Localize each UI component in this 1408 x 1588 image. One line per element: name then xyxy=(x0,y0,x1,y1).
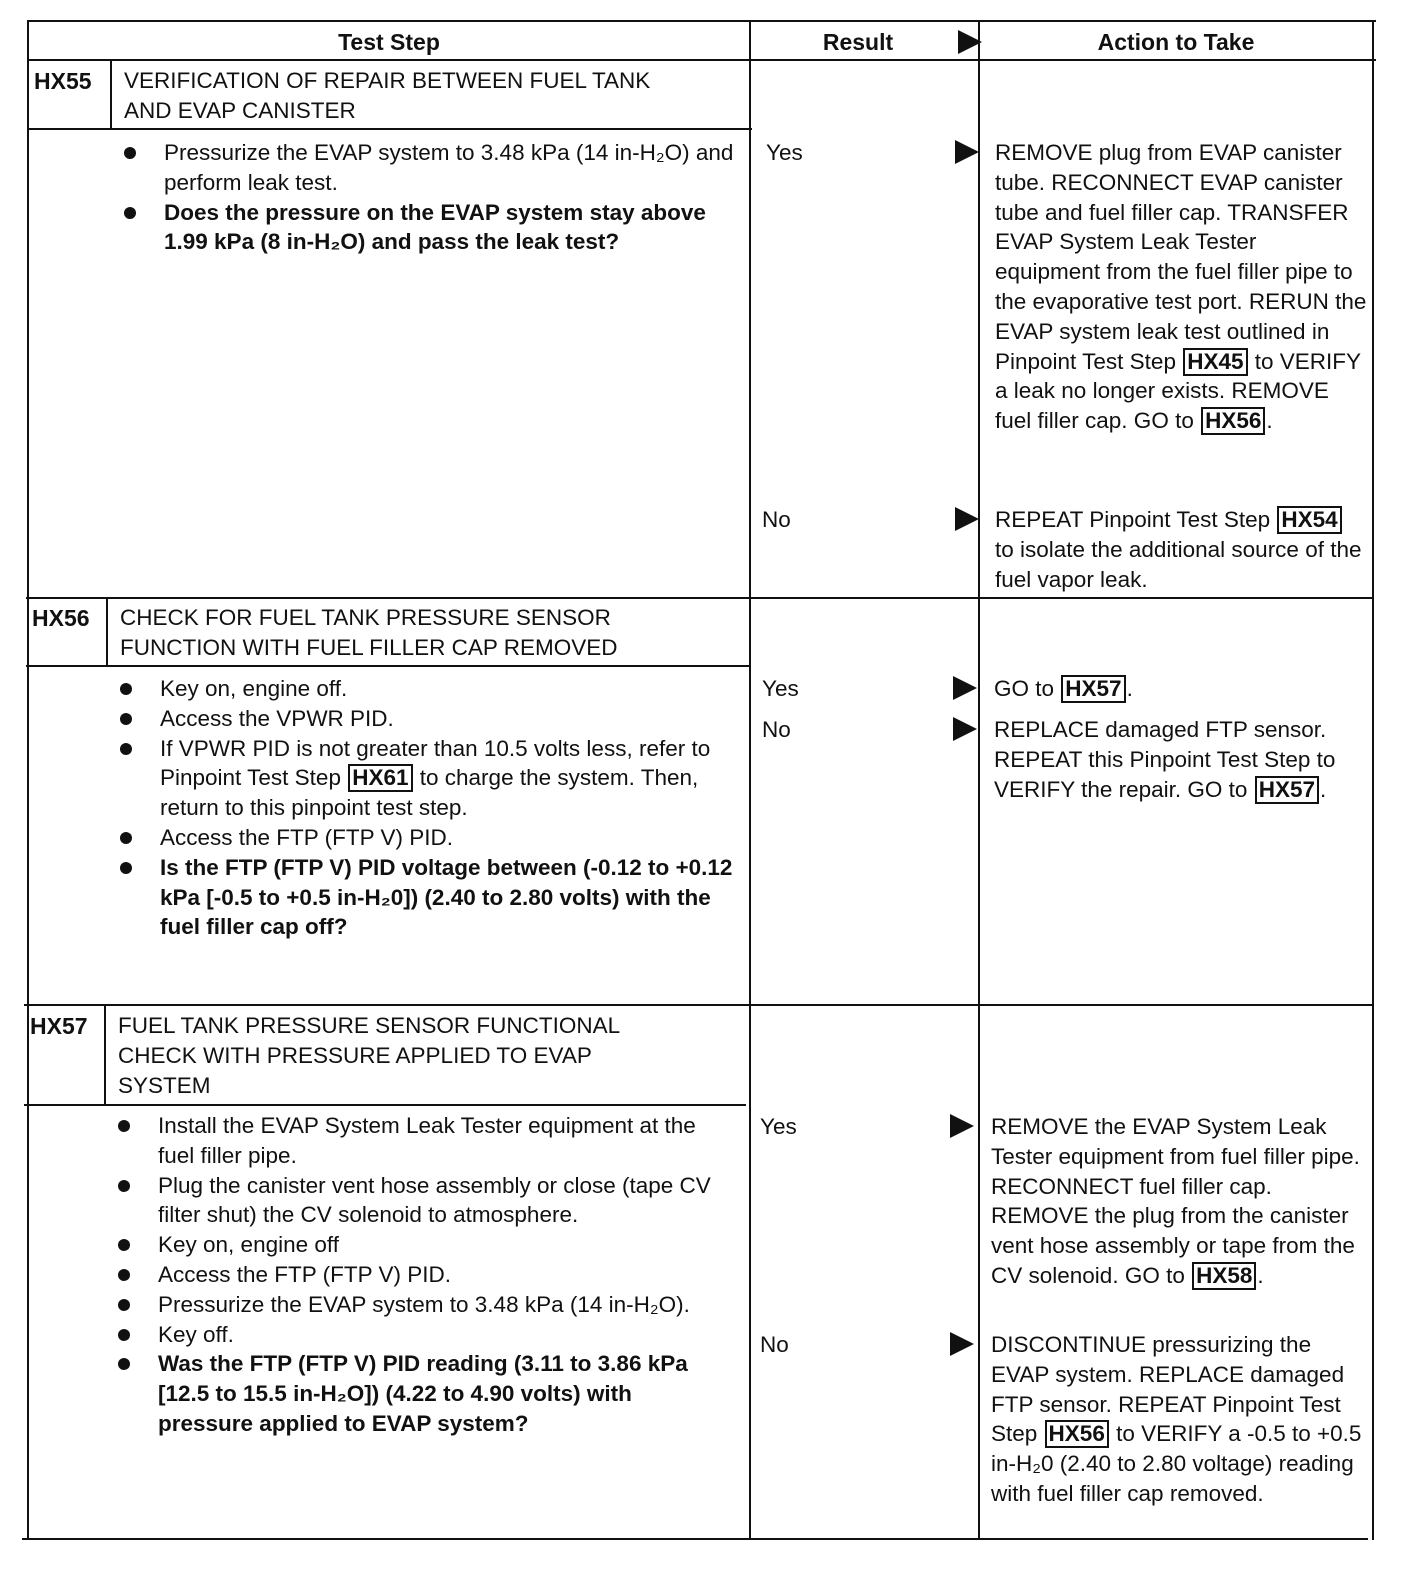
step-title-hx55: VERIFICATION OF REPAIR BETWEEN FUEL TANK AND EVAP CANISTER xyxy=(124,68,651,123)
table-bottom-border xyxy=(22,1538,1368,1540)
step-ref-hx57[interactable]: HX57 xyxy=(1061,675,1125,703)
result-yes-hx55: Yes xyxy=(766,140,803,165)
list-item: Access the VPWR PID. xyxy=(160,704,734,734)
table-top-border xyxy=(28,20,1376,22)
action-no-hx56: REPLACE damaged FTP sensor. REPEAT this Pinpoint Test Step to VERIFY the repair. GO to HX57 . xyxy=(994,717,1336,802)
list-item: Pressurize the EVAP system to 3.48 kPa (14 in-H₂O). xyxy=(158,1290,732,1320)
list-item: Access the FTP (FTP V) PID. xyxy=(160,823,734,853)
result-no-hx55: No xyxy=(762,507,791,532)
result-yes-hx56: Yes xyxy=(762,676,799,701)
list-item: Access the FTP (FTP V) PID. xyxy=(158,1260,732,1290)
step-ref-hx56[interactable]: HX56 xyxy=(1045,1420,1109,1448)
list-item: Plug the canister vent hose assembly or close (tape CV filter shut) the CV solenoid to atmosphere. xyxy=(158,1171,732,1231)
arrow-icon xyxy=(955,140,979,164)
action-no-hx57: DISCONTINUE pressurizing the EVAP system. REPLACE damaged FTP sensor. REPEAT Pinpoint Test Step HX56 to VERIFY a -0.5 to +0.5 in-H₂0 (2.40 to 2.80 voltage) reading with fuel filler cap removed. xyxy=(991,1332,1362,1506)
header-test-step: Test Step xyxy=(338,29,440,55)
header-action: Action to Take xyxy=(1097,29,1255,55)
list-item: Install the EVAP System Leak Tester equipment at the fuel filler pipe. xyxy=(158,1111,732,1171)
hx55-title-divider xyxy=(28,128,752,130)
result-no-hx56: No xyxy=(762,717,791,742)
step-bullets-hx56 xyxy=(160,674,734,942)
list-item: If VPWR PID is not greater than 10.5 volts less, refer to Pinpoint Test Step HX61 to charge the system. Then, return to this pinpoint test step. xyxy=(160,734,734,823)
action-no-hx55: REPEAT Pinpoint Test Step HX54 to isolate the additional source of the fuel vapor leak. xyxy=(995,507,1362,592)
table-left-border xyxy=(27,20,29,1540)
action-yes-hx56: GO to HX57 . xyxy=(994,676,1133,701)
hx57-id-divider xyxy=(104,1004,106,1105)
hx55-id-divider xyxy=(110,59,112,129)
step-ref-hx61[interactable]: HX61 xyxy=(348,764,412,792)
step-ref-hx56[interactable]: HX56 xyxy=(1201,407,1265,435)
table-right-border xyxy=(1372,20,1374,1540)
list-item: Key on, engine off xyxy=(158,1230,732,1260)
arrow-icon xyxy=(955,507,979,531)
action-column-divider xyxy=(978,20,980,1540)
list-item: Does the pressure on the EVAP system stay above 1.99 kPa (8 in-H₂O) and pass the leak test? xyxy=(164,198,734,258)
step-bullets-hx55 xyxy=(164,138,734,257)
result-no-hx57: No xyxy=(760,1332,789,1357)
result-column-divider xyxy=(749,20,751,1540)
result-yes-hx57: Yes xyxy=(760,1114,797,1139)
step-ref-hx58[interactable]: HX58 xyxy=(1192,1262,1256,1290)
list-item: Key off. xyxy=(158,1320,732,1350)
step-title-hx57: FUEL TANK PRESSURE SENSOR FUNCTIONAL CHECK WITH PRESSURE APPLIED TO EVAP SYSTEM xyxy=(118,1013,621,1098)
list-item: Was the FTP (FTP V) PID reading (3.11 to 3.86 kPa [12.5 to 15.5 in-H₂O]) (4.22 to 4.90 volts) with pressure applied to EVAP system? xyxy=(158,1349,732,1438)
step-title-hx56: CHECK FOR FUEL TANK PRESSURE SENSOR FUNCTION WITH FUEL FILLER CAP REMOVED xyxy=(120,605,618,660)
hx56-row-bottom-border xyxy=(24,1004,1372,1006)
list-item: Key on, engine off. xyxy=(160,674,734,704)
list-item: Is the FTP (FTP V) PID voltage between (-0.12 to +0.12 kPa [-0.5 to +0.5 in-H₂0]) (2.40 to 2.80 volts) with the fuel filler cap off? xyxy=(160,853,734,942)
hx57-title-divider xyxy=(24,1104,746,1106)
action-yes-hx57: REMOVE the EVAP System Leak Tester equipment from fuel filler pipe. RECONNECT fuel filler cap. REMOVE the plug from the canister vent hose assembly or tape from the CV solenoid. GO to HX58 . xyxy=(991,1114,1360,1288)
step-id-hx55: HX55 xyxy=(34,68,92,94)
step-id-hx56: HX56 xyxy=(32,605,90,631)
step-ref-hx57[interactable]: HX57 xyxy=(1255,776,1319,804)
header-result: Result xyxy=(822,29,894,55)
step-bullets-hx57 xyxy=(158,1111,732,1439)
hx56-title-divider xyxy=(26,665,750,667)
action-yes-hx55: REMOVE plug from EVAP canister tube. RECONNECT EVAP canister tube and fuel filler cap. TRANSFER EVAP System Leak Tester equipment from the fuel filler pipe to the evaporative test port. RERUN the EVAP system leak test outlined in Pinpoint Test Step HX45 to VERIFY a leak no longer exists. REMOVE fuel filler cap. GO to HX56 . xyxy=(995,140,1367,434)
hx56-id-divider xyxy=(106,597,108,666)
arrow-icon xyxy=(953,717,977,741)
arrow-icon xyxy=(950,1114,974,1138)
list-item: Pressurize the EVAP system to 3.48 kPa (14 in-H₂O) and perform leak test. xyxy=(164,138,734,198)
step-ref-hx54[interactable]: HX54 xyxy=(1277,506,1341,534)
arrow-icon xyxy=(953,676,977,700)
hx55-row-bottom-border xyxy=(26,597,1374,599)
step-ref-hx45[interactable]: HX45 xyxy=(1183,348,1247,376)
step-id-hx57: HX57 xyxy=(30,1013,88,1039)
arrow-icon xyxy=(950,1332,974,1356)
